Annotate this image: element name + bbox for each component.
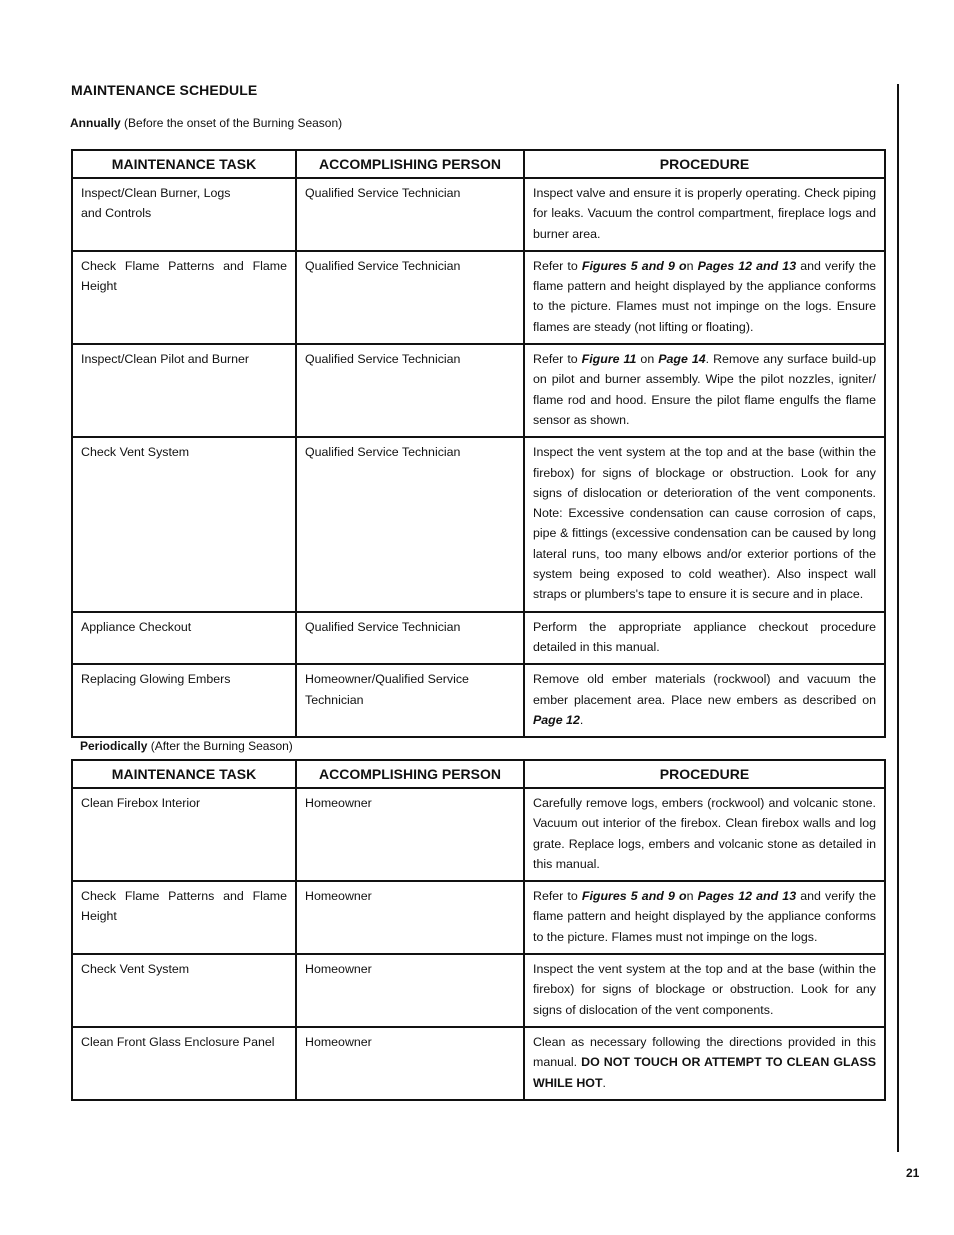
task-cell: Clean Front Glass Enclosure Panel xyxy=(72,1027,296,1100)
table-row xyxy=(72,612,885,665)
person-cell: Homeowner xyxy=(296,1027,524,1100)
task-cell: Check Vent System xyxy=(72,437,296,611)
procedure-cell: Inspect valve and ensure it is properly operating. Check piping for leaks. Vacuum the control compartment, fireplace logs and burner area. xyxy=(524,178,885,251)
task-cell: Clean Firebox Interior xyxy=(72,788,296,881)
table-row xyxy=(72,664,885,737)
procedure-cell: Carefully remove logs, embers (rockwool) and volcanic stone. Vacuum out interior of the firebox. Clean firebox walls and log grate. Replace logs, embers and volcanic stone as detailed in this manual. xyxy=(524,788,885,881)
person-cell: Qualified Service Technician xyxy=(296,437,524,611)
procedure-text: and verify the flame pattern and height displayed by the appliance conforms to the picture. Flames must not impinge on the logs. xyxy=(533,889,876,944)
annual-subheading xyxy=(70,116,342,130)
task-cell: Replacing Glowing Embers xyxy=(72,664,296,737)
table-row xyxy=(72,788,885,881)
table-row xyxy=(72,1027,885,1100)
annual-maintenance-table xyxy=(71,149,886,738)
header-task: MAINTENANCE TASK xyxy=(72,150,296,178)
table-row xyxy=(72,954,885,1027)
procedure-cell xyxy=(524,881,885,954)
procedure-text: . xyxy=(602,1075,606,1090)
annual-note: (Before the onset of the Burning Season) xyxy=(124,116,343,130)
person-cell: Homeowner xyxy=(296,881,524,954)
procedure-text: Remove old ember materials (rockwool) and vacuum the ember placement area. Place new embers as described on xyxy=(533,672,876,707)
person-cell: Qualified Service Technician xyxy=(296,344,524,437)
procedure-text: Clean as necessary following the directions provided in this manual. xyxy=(533,1034,876,1070)
person-cell: Qualified Service Technician xyxy=(296,178,524,251)
task-cell: Check Vent System xyxy=(72,954,296,1027)
procedure-cell: Perform the appropriate appliance checkout procedure detailed in this manual. xyxy=(524,612,885,665)
procedure-text: and verify the flame pattern and height displayed by the appliance conforms to the picture. Flames must not impinge on the logs. Ensure flames are steady (not lifting or floating). xyxy=(533,258,876,334)
procedure-cell: Inspect the vent system at the top and at the base (within the firebox) for signs of blockage or obstruction. Look for any signs of dislocation of the vent components. xyxy=(524,954,885,1027)
figure-reference: Figures 5 and 9 o xyxy=(581,258,687,273)
procedure-text: Refer to xyxy=(533,889,582,904)
page-reference: Pages 12 and 13 xyxy=(697,889,797,904)
header-person: ACCOMPLISHING PERSON xyxy=(296,760,524,788)
table-row xyxy=(72,344,885,437)
page-number: 21 xyxy=(906,1166,920,1180)
table-header-row xyxy=(72,760,885,788)
header-procedure: PROCEDURE xyxy=(524,150,885,178)
task-cell: Inspect/Clean Pilot and Burner xyxy=(72,344,296,437)
figure-reference: Figures 5 and 9 o xyxy=(581,889,687,904)
header-procedure: PROCEDURE xyxy=(524,760,885,788)
procedure-cell xyxy=(524,664,885,737)
periodic-subheading xyxy=(80,739,293,753)
table-row xyxy=(72,437,885,611)
table-header-row xyxy=(72,150,885,178)
person-cell: Homeowner xyxy=(296,788,524,881)
annual-label: Annually xyxy=(70,116,121,130)
person-cell: Homeowner/Qualified Service Technician xyxy=(296,664,524,737)
procedure-cell xyxy=(524,344,885,437)
procedure-text: n xyxy=(686,258,698,273)
procedure-cell xyxy=(524,251,885,344)
person-cell: Homeowner xyxy=(296,954,524,1027)
task-cell: Appliance Checkout xyxy=(72,612,296,665)
table-row xyxy=(72,881,885,954)
procedure-cell xyxy=(524,1027,885,1100)
page-title: MAINTENANCE SCHEDULE xyxy=(71,82,258,98)
warning-text: DO NOT TOUCH OR ATTEMPT TO CLEAN GLASS WHILE HOT xyxy=(533,1055,876,1090)
procedure-text: Refer to xyxy=(533,258,582,273)
person-cell: Qualified Service Technician xyxy=(296,612,524,665)
procedure-cell: Inspect the vent system at the top and at the base (within the firebox) for signs of blockage or obstruction. Look for any signs of dislocation or deterioration of the vent components. Note: Excessive condensation can cause corrosion of caps, pipe & fittings (excessive condensation can be caused by long lateral runs, too many elbows and/or exterior portions of the system being exposed to cold weather). Also inspect wall straps or plumbers's tape to ensure it is secure and in place. xyxy=(524,437,885,611)
periodic-note: (After the Burning Season) xyxy=(150,739,293,753)
page-reference: Pages 12 and 13 xyxy=(697,258,797,273)
table-row xyxy=(72,251,885,344)
procedure-text: . Remove any surface build-up on pilot and burner assembly. Wipe the pilot nozzles, igniter/ flame rod and hood. Ensure the pilot flame engulfs the flame sensor as shown. xyxy=(533,352,876,427)
procedure-text: . xyxy=(579,712,584,727)
header-person: ACCOMPLISHING PERSON xyxy=(296,150,524,178)
task-cell: Check Flame Patterns and Flame Height xyxy=(72,251,296,344)
periodic-maintenance-table xyxy=(71,759,886,1101)
procedure-text: on xyxy=(636,352,659,367)
header-task: MAINTENANCE TASK xyxy=(72,760,296,788)
procedure-text: Refer to xyxy=(533,352,582,367)
periodic-label: Periodically xyxy=(80,739,148,753)
figure-reference: Figure 11 xyxy=(581,352,637,367)
right-margin-rule xyxy=(897,84,899,1152)
task-cell: Check Flame Patterns and Flame Height xyxy=(72,881,296,954)
person-cell: Qualified Service Technician xyxy=(296,251,524,344)
table-row xyxy=(72,178,885,251)
page-reference: Page 14 xyxy=(658,352,706,367)
page-reference: Page 12 xyxy=(533,712,580,727)
procedure-text: n xyxy=(686,889,698,904)
task-cell: Inspect/Clean Burner, Logs and Controls xyxy=(72,178,296,251)
